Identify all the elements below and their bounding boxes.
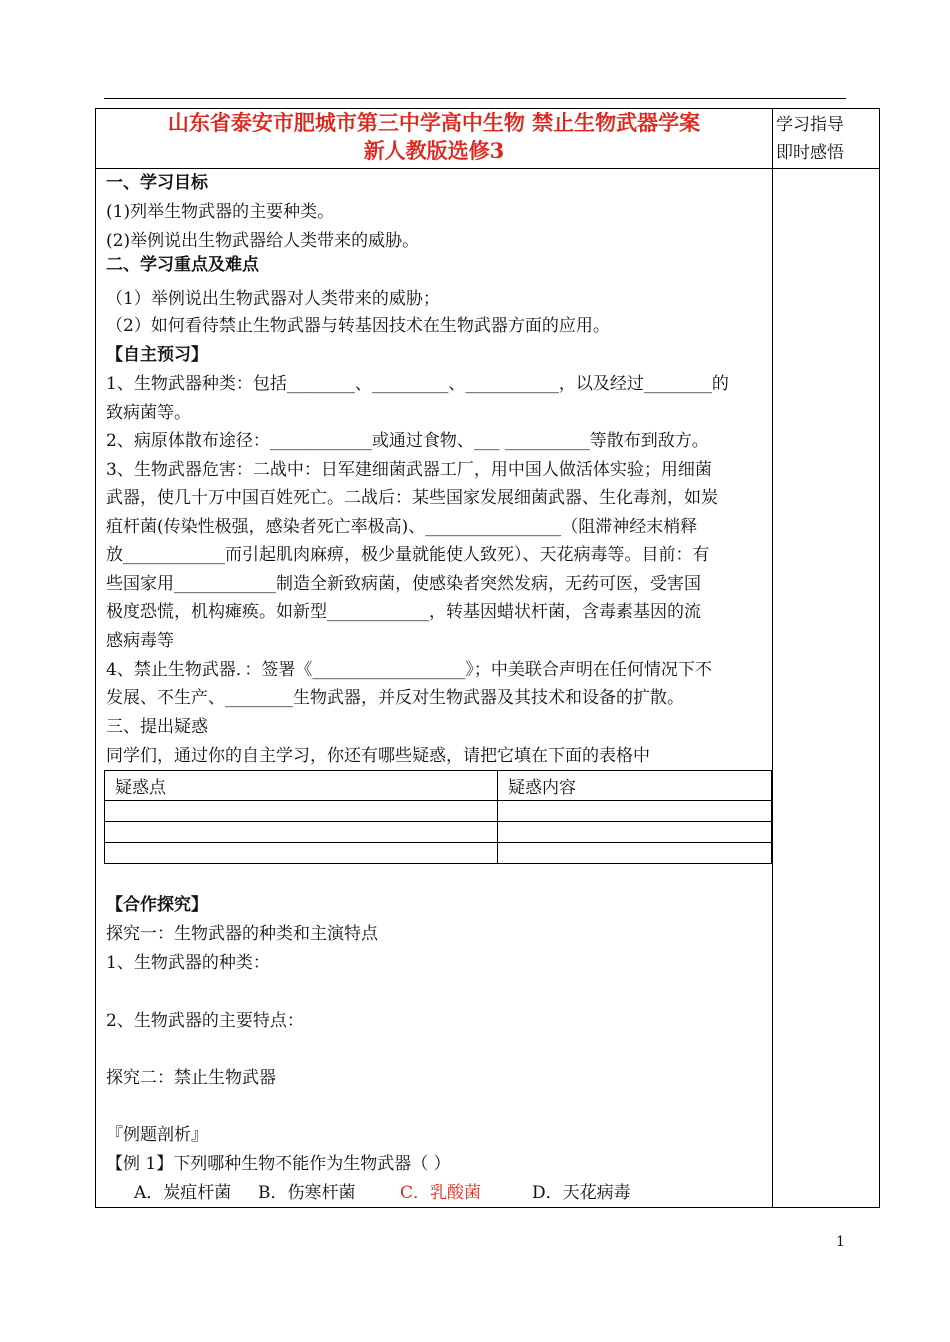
page-number: 1 <box>836 1234 845 1250</box>
preview-item-3-line-3: 疽杆菌(传染性极强，感染者死亡率极高)、________________（阻滞神经末梢释 <box>106 517 698 537</box>
explore-1-question-2: 2、生物武器的主要特点： <box>106 1011 304 1031</box>
side-header-line-2: 即时感悟 <box>776 143 844 163</box>
table-row <box>105 822 772 843</box>
doubt-table <box>104 770 772 864</box>
table-cell[interactable] <box>105 843 498 864</box>
doubt-heading: 三、提出疑惑 <box>106 717 208 737</box>
example-1-question: 【例 1】下列哪种生物不能作为生物武器（ ） <box>106 1154 451 1174</box>
doubt-intro: 同学们，通过你的自主学习，你还有哪些疑惑，请把它填在下面的表格中 <box>106 746 650 766</box>
table-cell[interactable] <box>105 822 498 843</box>
keypoints-heading: 二、学习重点及难点 <box>106 255 259 275</box>
title-line-2: 新人教版选修3 <box>363 138 505 163</box>
preview-item-4-line-2: 发展、不生产、________生物武器，并反对生物武器及其技术和设备的扩散。 <box>106 688 684 708</box>
example-1-option-a: A．炭疽杆菌 <box>134 1183 232 1203</box>
table-header-cell: 疑惑点 <box>105 771 498 801</box>
table-row <box>105 801 772 822</box>
preview-item-3-line-7: 感病毒等 <box>106 631 174 651</box>
keypoint-2: （2）如何看待禁止生物武器与转基因技术在生物武器方面的应用。 <box>106 316 610 336</box>
preview-item-3-line-4: 放____________而引起肌肉麻痹，极少量就能使人致死）、天花病毒等。目前：有 <box>106 545 710 565</box>
table-header-cell: 疑惑内容 <box>498 771 772 801</box>
goal-1: (1)列举生物武器的主要种类。 <box>106 202 335 222</box>
document-title <box>96 109 772 165</box>
side-column-header <box>776 111 876 167</box>
table-cell[interactable] <box>498 843 772 864</box>
preview-item-2: 2、病原体散布途径：____________或通过食物、___ __________等散布到敌方。 <box>106 431 709 451</box>
table-row <box>105 843 772 864</box>
title-line-1: 山东省泰安市肥城市第三中学高中生物 禁止生物武器学案 <box>167 110 701 135</box>
table-header-row <box>105 771 772 801</box>
keypoint-1: （1）举例说出生物武器对人类带来的威胁； <box>106 289 440 309</box>
goal-2: (2)举例说出生物武器给人类带来的威胁。 <box>106 231 420 251</box>
preview-item-3-line-6: 极度恐慌，机构瘫痪。如新型____________，转基因蜡状杆菌，含毒素基因的流 <box>106 602 701 622</box>
table-cell[interactable] <box>498 801 772 822</box>
preview-item-3-line-2: 武器，使几十万中国百姓死亡。二战后：某些国家发展细菌武器、生化毒剂，如炭 <box>106 488 718 508</box>
side-header-line-1: 学习指导 <box>776 115 844 135</box>
column-divider <box>772 108 773 1208</box>
top-rule <box>104 98 846 99</box>
explore-1-title: 探究一：生物武器的种类和主演特点 <box>106 924 378 944</box>
example-1-option-c-answer: C．乳酸菌 <box>400 1183 482 1203</box>
example-heading: 『例题剖析』 <box>106 1125 208 1145</box>
table-cell[interactable] <box>498 822 772 843</box>
preview-item-4-line-1: 4、禁止生物武器．：签署《__________________》；中美联合声明在任何情况下不 <box>106 660 712 680</box>
preview-item-1-line-1: 1、生物武器种类：包括________、_________、___________，以及经过________的 <box>106 374 729 394</box>
preview-item-3-line-1: 3、生物武器危害：二战中：日军建细菌武器工厂，用中国人做活体实验；用细菌 <box>106 460 712 480</box>
explore-2-title: 探究二：禁止生物武器 <box>106 1068 276 1088</box>
header-divider <box>95 168 880 169</box>
preview-item-1-line-2: 致病菌等。 <box>106 403 191 423</box>
example-1-option-b: B．伤寒杆菌 <box>258 1183 356 1203</box>
coop-heading: 【合作探究】 <box>106 895 208 915</box>
example-1-option-d: D．天花病毒 <box>532 1183 631 1203</box>
table-cell[interactable] <box>105 801 498 822</box>
goals-heading: 一、学习目标 <box>106 173 208 193</box>
preview-heading: 【自主预习】 <box>106 345 208 365</box>
explore-1-question-1: 1、生物武器的种类： <box>106 953 270 973</box>
preview-item-3-line-5: 些国家用____________制造全新致病菌，使感染者突然发病，无药可医，受害国 <box>106 574 701 594</box>
